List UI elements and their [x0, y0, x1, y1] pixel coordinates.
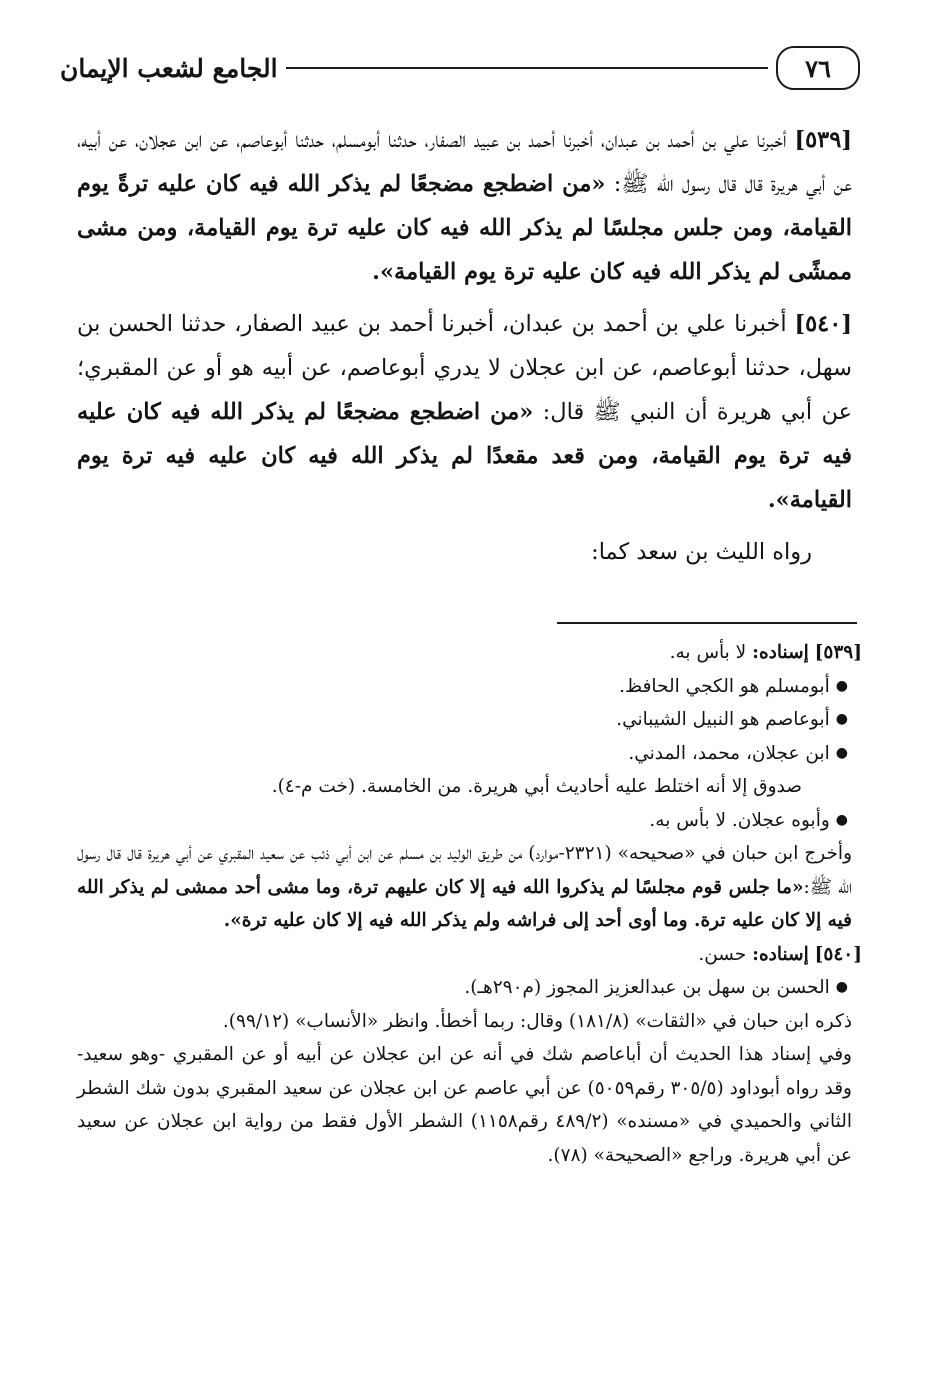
page-header [60, 38, 860, 98]
bullet-text: الحسن بن سهل بن عبدالعزيز المجوز (م٢٩٠هـ). [464, 977, 830, 998]
hadith-539 [77, 118, 852, 294]
footnote-verdict: حسن. [698, 943, 747, 965]
paragraph-text: وأخرج ابن حبان في «صحيحه» (٢٣٢١-موارد) من طريق الوليد بن مسلم عن ابن أبي ذئب عن سعيد المقبري عن أبي هريرة قال قال رسول الله ﷺ: [77, 843, 853, 898]
footnote-divider [557, 622, 857, 624]
hadith-isnad: أخبرنا علي بن أحمد بن عبدان، أخبرنا أحمد بن عبيد الصفار، حدثنا أبومسلم، حدثنا أبوعاصم، عن ابن عجلان، عن أبيه، عن أبي هريرة قال قال رسول الله ﷺ: [77, 127, 852, 197]
main-text [77, 118, 852, 574]
paragraph-quote: «ما جلس قوم مجلسًا لم يذكروا الله فيه إلا كان عليهم ترة، وما مشى أحد ممشى لم يذكر الله فيه إلا كان عليه ترة. وما أوى أحد إلى فراشه ولم يذكر الله فيه إلا كان عليه ترة». [77, 876, 852, 931]
narration-line: رواه الليث بن سعد كما: [591, 539, 812, 565]
narrator-grading: صدوق إلا أنه اختلط عليه أحاديث أبي هريرة. من الخامسة. (خت م-٤). [271, 776, 802, 797]
footnote-paragraph [77, 837, 852, 938]
footnote-verdict: لا بأس به. [669, 642, 747, 663]
list-item [77, 737, 848, 771]
footnote-paragraph: وفي إسناد هذا الحديث أن أباعاصم شك في أنه عن ابن عجلان عن أبيه أو عن المقبري -وهو سعيد- وقد رواه أبوداود (٣٠٥/٥ رقم٥٠٥٩) عن أبي عاصم عن ابن عجلان عن سعيد المقبري بدون شك الشطر الثاني والحميدي في «مسنده» (٤٨٩/٢ رقم١١٥٨) الشطر الأول فقط من رواية ابن عجلان عن سعيد عن أبي هريرة. وراجع «الصحيحة» (٧٨). [77, 1044, 852, 1166]
footnote-number: [٥٤٠] [814, 943, 862, 965]
list-item [77, 703, 848, 737]
hadith-isnad: أخبرنا علي بن أحمد بن عبدان، أخبرنا أحمد بن عبيد الصفار، حدثنا الحسن بن سهل، حدثنا أبوعاصم، عن ابن عجلان لا يدري أبوعاصم، عن أبيه هو أو عن المقبري؛ عن أبي هريرة أن النبي ﷺ قال: [77, 311, 852, 425]
footnote-540-head [77, 938, 862, 972]
bullet-icon: ● [835, 677, 848, 694]
footnote-label: إسناده: [752, 943, 809, 965]
hadith-matn: «من اضطجع مضجعًا لم يذكر الله فيه كان عليه فيه ترة يوم القيامة، ومن قعد مقعدًا لم يذكر الله فيه كان عليه فيه ترة يوم القيامة». [77, 399, 852, 513]
bullet-icon: ● [835, 744, 848, 761]
hadith-540 [77, 302, 852, 522]
bullet-icon: ● [835, 979, 848, 995]
page-number: ٧٦ [776, 46, 860, 90]
hadith-number: [٥٤٠] [794, 311, 853, 337]
hadith-matn: «من اضطجع مضجعًا لم يذكر الله فيه كان عليه ترةً يوم القيامة، ومن جلس مجلسًا لم يذكر الله فيه كان عليه ترة يوم القيامة، ومن مشى ممشًى لم يذكر الله فيه كان عليه ترة يوم القيامة». [77, 171, 852, 285]
bullet-icon: ● [835, 811, 848, 828]
book-title: الجامع لشعب الإيمان [60, 53, 278, 83]
list-item [77, 804, 848, 838]
list-item [77, 971, 848, 1005]
footnote-line: ذكره ابن حبان في «الثقات» (١٨١/٨) وقال: ربما أخطأ. وانظر «الأنساب» (٩٩/١٢). [222, 1010, 852, 1032]
bullet-text: أبومسلم هو الكجي الحافظ. [619, 675, 830, 697]
bullet-icon: ● [835, 711, 848, 727]
bullet-text: وأبوه عجلان. لا بأس به. [649, 809, 830, 831]
bullet-text: ابن عجلان، محمد، المدني. [628, 742, 830, 764]
footnote-label: إسناده: [752, 642, 809, 663]
footnotes [77, 636, 862, 1172]
hadith-number: [٥٣٩] [794, 127, 853, 153]
list-item [77, 670, 848, 704]
header-rule [286, 67, 768, 69]
bullet-text: أبوعاصم هو النبيل الشيباني. [616, 709, 830, 730]
footnote-539-head [77, 636, 862, 670]
footnote-number: [٥٣٩] [814, 642, 862, 663]
